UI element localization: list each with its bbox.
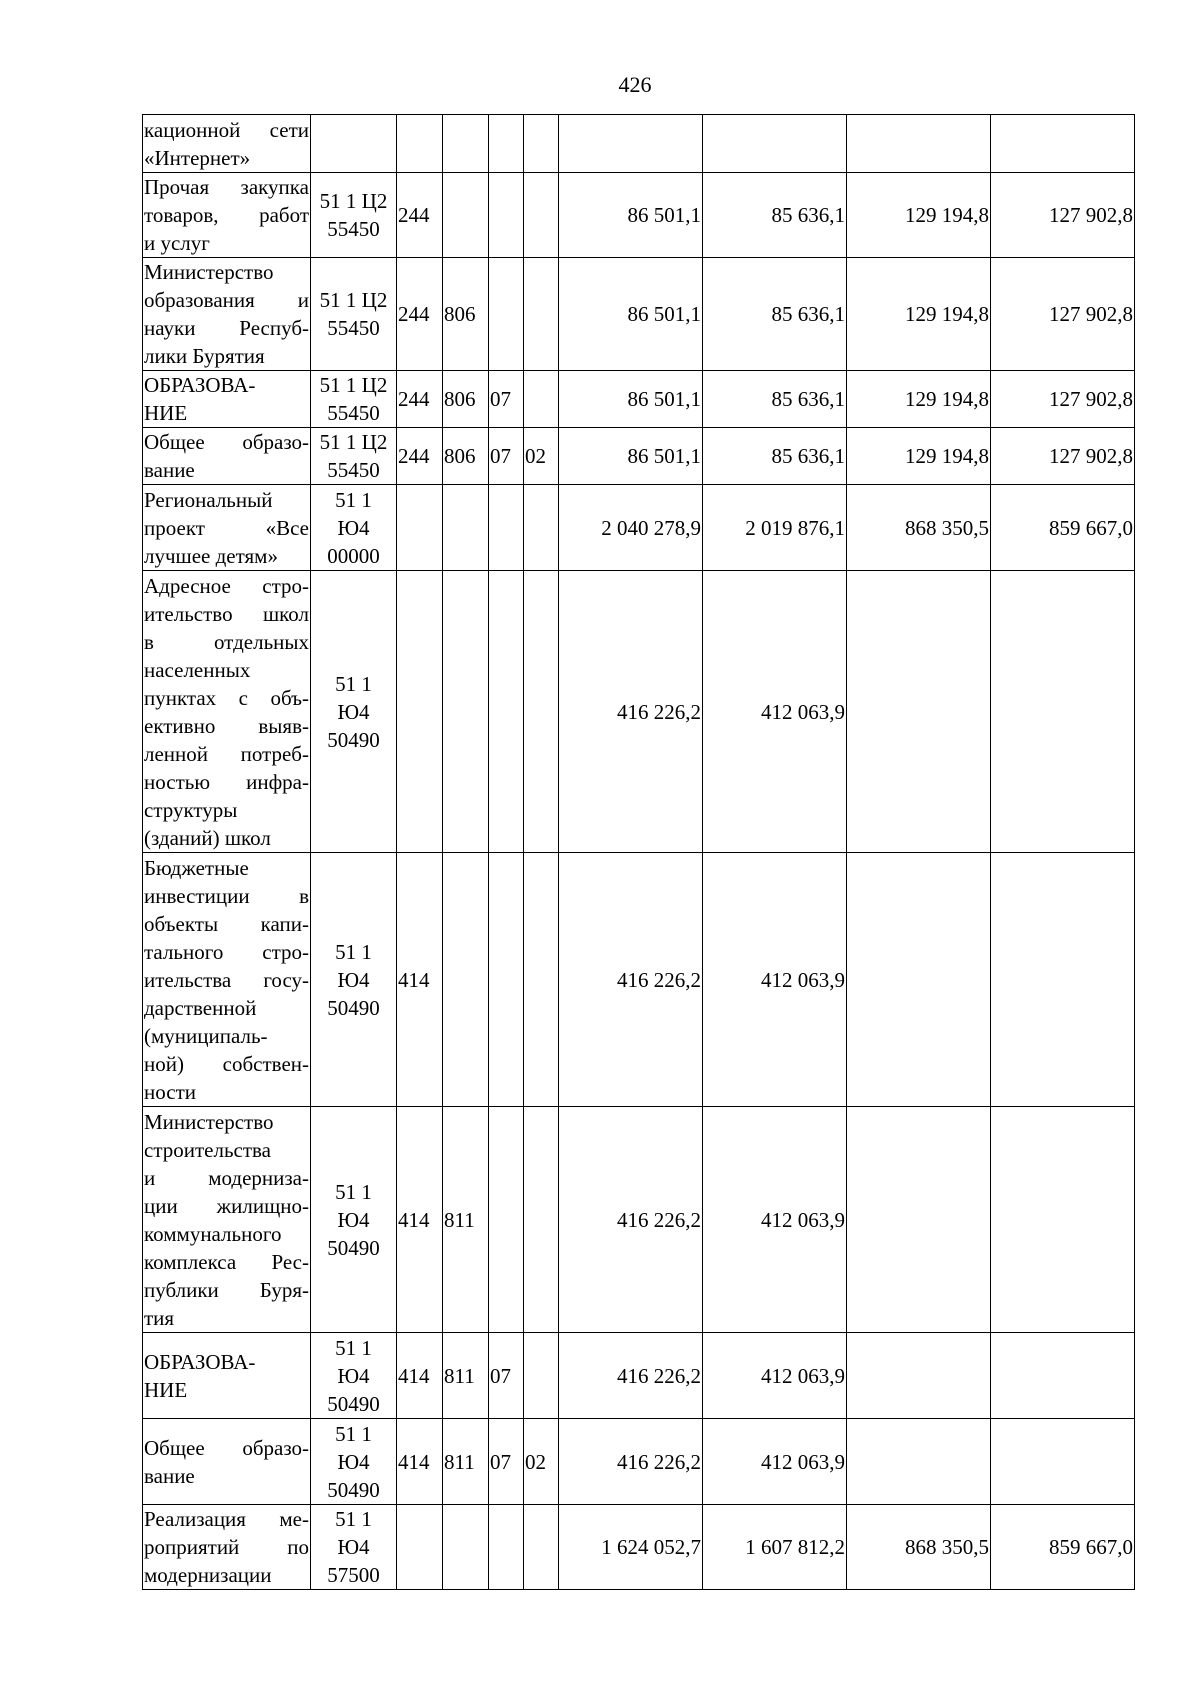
item-name-line: «Интернет» <box>144 145 251 170</box>
expense-type-cell: 414 <box>397 1333 443 1419</box>
table-row <box>143 428 1135 485</box>
item-name-line: Прочая закупка <box>144 175 309 199</box>
amount-3-cell <box>847 1107 991 1333</box>
target-article-cell: 51 1 Ц2 55450 <box>311 173 397 258</box>
amount-2-cell: 85 636,1 <box>703 173 847 258</box>
subsection-cell: 02 <box>524 428 559 485</box>
item-name-line: коммунального <box>144 1221 282 1246</box>
item-name-line: тия <box>144 1305 175 1330</box>
amount-2-cell: 1 607 812,2 <box>703 1505 847 1590</box>
expense-type-cell: 414 <box>397 1419 443 1505</box>
expense-type-cell <box>397 1505 443 1590</box>
item-name-line: Бюджетные <box>144 855 249 880</box>
item-name-line: ленной потреб- <box>144 741 309 766</box>
amount-4-cell <box>991 115 1135 173</box>
target-article-cell: 51 1 Ю4 50490 <box>311 571 397 853</box>
subsection-cell <box>524 485 559 571</box>
amount-3-cell <box>847 1333 991 1419</box>
expense-type-cell <box>397 485 443 571</box>
item-name-line: ективно выяв- <box>144 713 309 738</box>
amount-3-cell: 868 350,5 <box>847 485 991 571</box>
table-row <box>143 258 1135 371</box>
item-name-line: проект «Все <box>144 515 309 540</box>
ministry-code-cell <box>443 173 489 258</box>
item-name-line: населенных <box>144 657 251 682</box>
table-row <box>143 571 1135 853</box>
amount-3-cell: 129 194,8 <box>847 428 991 485</box>
item-name-line: Общее образо- <box>144 430 309 454</box>
item-name-line: ОБРАЗОВА- <box>144 1349 256 1374</box>
item-name-line: ительства госу- <box>144 967 309 992</box>
amount-4-cell <box>991 853 1135 1107</box>
amount-1-cell: 416 226,2 <box>559 571 703 853</box>
item-name-line: инвестиции в <box>144 883 309 908</box>
section-cell: 07 <box>489 371 524 428</box>
table-row <box>143 1419 1135 1505</box>
subsection-cell <box>524 371 559 428</box>
item-name-line: публики Буря- <box>144 1277 309 1302</box>
subsection-cell: 02 <box>524 1419 559 1505</box>
target-article-cell: 51 1 Ю4 50490 <box>311 1107 397 1333</box>
amount-3-cell <box>847 1419 991 1505</box>
target-article-cell: 51 1 Ю4 50490 <box>311 1419 397 1505</box>
amount-4-cell: 859 667,0 <box>991 1505 1135 1590</box>
expense-type-cell: 244 <box>397 258 443 371</box>
amount-2-cell: 412 063,9 <box>703 571 847 853</box>
amount-4-cell <box>991 571 1135 853</box>
amount-1-cell: 86 501,1 <box>559 428 703 485</box>
item-name-cell <box>143 1107 311 1333</box>
target-article-cell: 51 1 Ц2 55450 <box>311 371 397 428</box>
ministry-code-cell <box>443 571 489 853</box>
item-name-line: в отдельных <box>144 629 309 654</box>
subsection-cell <box>524 173 559 258</box>
table-row <box>143 1107 1135 1333</box>
amount-3-cell <box>847 115 991 173</box>
section-cell <box>489 853 524 1107</box>
section-cell <box>489 1107 524 1333</box>
amount-2-cell: 412 063,9 <box>703 1419 847 1505</box>
ministry-code-cell: 811 <box>443 1333 489 1419</box>
amount-1-cell <box>559 115 703 173</box>
ministry-code-cell <box>443 1505 489 1590</box>
target-article-cell: 51 1 Ю4 50490 <box>311 1333 397 1419</box>
item-name-line: дарственной <box>144 995 257 1020</box>
amount-3-cell <box>847 853 991 1107</box>
section-cell <box>489 258 524 371</box>
item-name-line: вание <box>144 1463 195 1488</box>
amount-2-cell: 412 063,9 <box>703 853 847 1107</box>
subsection-cell <box>524 1505 559 1590</box>
amount-2-cell: 85 636,1 <box>703 258 847 371</box>
amount-4-cell: 127 902,8 <box>991 258 1135 371</box>
amount-1-cell: 416 226,2 <box>559 1333 703 1419</box>
target-article-cell: 51 1 Ц2 55450 <box>311 258 397 371</box>
section-cell <box>489 571 524 853</box>
item-name-cell <box>143 853 311 1107</box>
target-article-cell: 51 1 Ю4 00000 <box>311 485 397 571</box>
section-cell <box>489 1505 524 1590</box>
amount-2-cell: 412 063,9 <box>703 1333 847 1419</box>
section-cell: 07 <box>489 1333 524 1419</box>
amount-1-cell: 416 226,2 <box>559 1107 703 1333</box>
item-name-line: комплекса Рес- <box>144 1249 309 1274</box>
item-name-cell <box>143 428 311 485</box>
subsection-cell <box>524 258 559 371</box>
table-row <box>143 1505 1135 1590</box>
item-name-line: строительства <box>144 1137 272 1162</box>
item-name-line: модернизации <box>144 1563 272 1587</box>
item-name-line: ОБРАЗОВА- <box>144 373 256 397</box>
item-name-line: лики Бурятия <box>144 344 265 368</box>
table-row <box>143 173 1135 258</box>
amount-4-cell <box>991 1333 1135 1419</box>
item-name-line: объекты капи- <box>144 911 309 936</box>
amount-3-cell: 868 350,5 <box>847 1505 991 1590</box>
amount-4-cell: 859 667,0 <box>991 485 1135 571</box>
item-name-line: товаров, работ <box>144 203 309 227</box>
subsection-cell <box>524 115 559 173</box>
item-name-line: структуры <box>144 797 238 822</box>
ministry-code-cell: 811 <box>443 1419 489 1505</box>
target-article-cell <box>311 115 397 173</box>
subsection-cell <box>524 571 559 853</box>
subsection-cell <box>524 1333 559 1419</box>
item-name-line: кационной сети <box>144 117 309 142</box>
expense-type-cell: 244 <box>397 173 443 258</box>
amount-4-cell: 127 902,8 <box>991 173 1135 258</box>
amount-1-cell: 416 226,2 <box>559 1419 703 1505</box>
item-name-cell <box>143 258 311 371</box>
item-name-line: образования и <box>144 288 309 312</box>
expense-type-cell: 414 <box>397 853 443 1107</box>
section-cell <box>489 173 524 258</box>
item-name-line: вание <box>144 458 195 482</box>
ministry-code-cell <box>443 485 489 571</box>
item-name-line: (зданий) школ <box>144 825 271 850</box>
amount-3-cell: 129 194,8 <box>847 258 991 371</box>
target-article-cell: 51 1 Ц2 55450 <box>311 428 397 485</box>
amount-1-cell: 1 624 052,7 <box>559 1505 703 1590</box>
item-name-cell <box>143 485 311 571</box>
amount-1-cell: 86 501,1 <box>559 371 703 428</box>
item-name-line: ной) собствен- <box>144 1051 309 1076</box>
item-name-line: ностью инфра- <box>144 769 309 794</box>
ministry-code-cell: 806 <box>443 371 489 428</box>
amount-2-cell: 85 636,1 <box>703 428 847 485</box>
amount-3-cell: 129 194,8 <box>847 371 991 428</box>
amount-4-cell <box>991 1419 1135 1505</box>
table-row <box>143 1333 1135 1419</box>
amount-1-cell: 86 501,1 <box>559 173 703 258</box>
amount-2-cell: 85 636,1 <box>703 371 847 428</box>
expense-type-cell: 244 <box>397 428 443 485</box>
table-row <box>143 485 1135 571</box>
ministry-code-cell <box>443 853 489 1107</box>
item-name-line: Реализация ме- <box>144 1507 309 1531</box>
amount-2-cell: 412 063,9 <box>703 1107 847 1333</box>
target-article-cell: 51 1 Ю4 57500 <box>311 1505 397 1590</box>
page-number: 426 <box>618 72 652 97</box>
table-body <box>143 115 1135 1590</box>
item-name-line: ции жилищно- <box>144 1193 309 1218</box>
item-name-line: НИЕ <box>144 1377 188 1402</box>
table-row <box>143 115 1135 173</box>
table-row <box>143 853 1135 1107</box>
amount-2-cell: 2 019 876,1 <box>703 485 847 571</box>
item-name-line: (муниципаль- <box>144 1023 268 1048</box>
item-name-line: пунктах с объ- <box>144 685 309 710</box>
subsection-cell <box>524 853 559 1107</box>
ministry-code-cell <box>443 115 489 173</box>
subsection-cell <box>524 1107 559 1333</box>
item-name-line: Министерство <box>144 1109 274 1134</box>
item-name-cell <box>143 1333 311 1419</box>
expense-type-cell: 414 <box>397 1107 443 1333</box>
ministry-code-cell: 806 <box>443 258 489 371</box>
table-row <box>143 371 1135 428</box>
item-name-cell <box>143 115 311 173</box>
expense-type-cell <box>397 571 443 853</box>
expense-type-cell <box>397 115 443 173</box>
item-name-cell <box>143 1505 311 1590</box>
item-name-cell <box>143 571 311 853</box>
amount-2-cell <box>703 115 847 173</box>
section-cell <box>489 115 524 173</box>
item-name-line: Адресное стро- <box>144 573 309 598</box>
item-name-line: лучшее детям» <box>144 543 278 568</box>
item-name-cell <box>143 371 311 428</box>
section-cell <box>489 485 524 571</box>
item-name-line: и услуг <box>144 231 210 255</box>
item-name-line: тального стро- <box>144 939 309 964</box>
amount-4-cell <box>991 1107 1135 1333</box>
amount-3-cell: 129 194,8 <box>847 173 991 258</box>
amount-1-cell: 416 226,2 <box>559 853 703 1107</box>
expense-type-cell: 244 <box>397 371 443 428</box>
amount-4-cell: 127 902,8 <box>991 428 1135 485</box>
item-name-line: ности <box>144 1079 196 1104</box>
ministry-code-cell: 806 <box>443 428 489 485</box>
item-name-line: Региональный <box>144 487 273 512</box>
item-name-line: ительство школ <box>144 601 309 626</box>
item-name-line: Министерство <box>144 260 274 284</box>
amount-1-cell: 2 040 278,9 <box>559 485 703 571</box>
item-name-line: науки Респуб- <box>144 316 309 340</box>
ministry-code-cell: 811 <box>443 1107 489 1333</box>
amount-1-cell: 86 501,1 <box>559 258 703 371</box>
item-name-line: Общее образо- <box>144 1435 309 1460</box>
section-cell: 07 <box>489 1419 524 1505</box>
budget-table <box>142 114 1135 1590</box>
item-name-cell <box>143 173 311 258</box>
item-name-cell <box>143 1419 311 1505</box>
target-article-cell: 51 1 Ю4 50490 <box>311 853 397 1107</box>
item-name-line: НИЕ <box>144 401 188 425</box>
item-name-line: роприятий по <box>144 1535 309 1559</box>
item-name-line: и модерниза- <box>144 1165 309 1190</box>
amount-3-cell <box>847 571 991 853</box>
section-cell: 07 <box>489 428 524 485</box>
amount-4-cell: 127 902,8 <box>991 371 1135 428</box>
